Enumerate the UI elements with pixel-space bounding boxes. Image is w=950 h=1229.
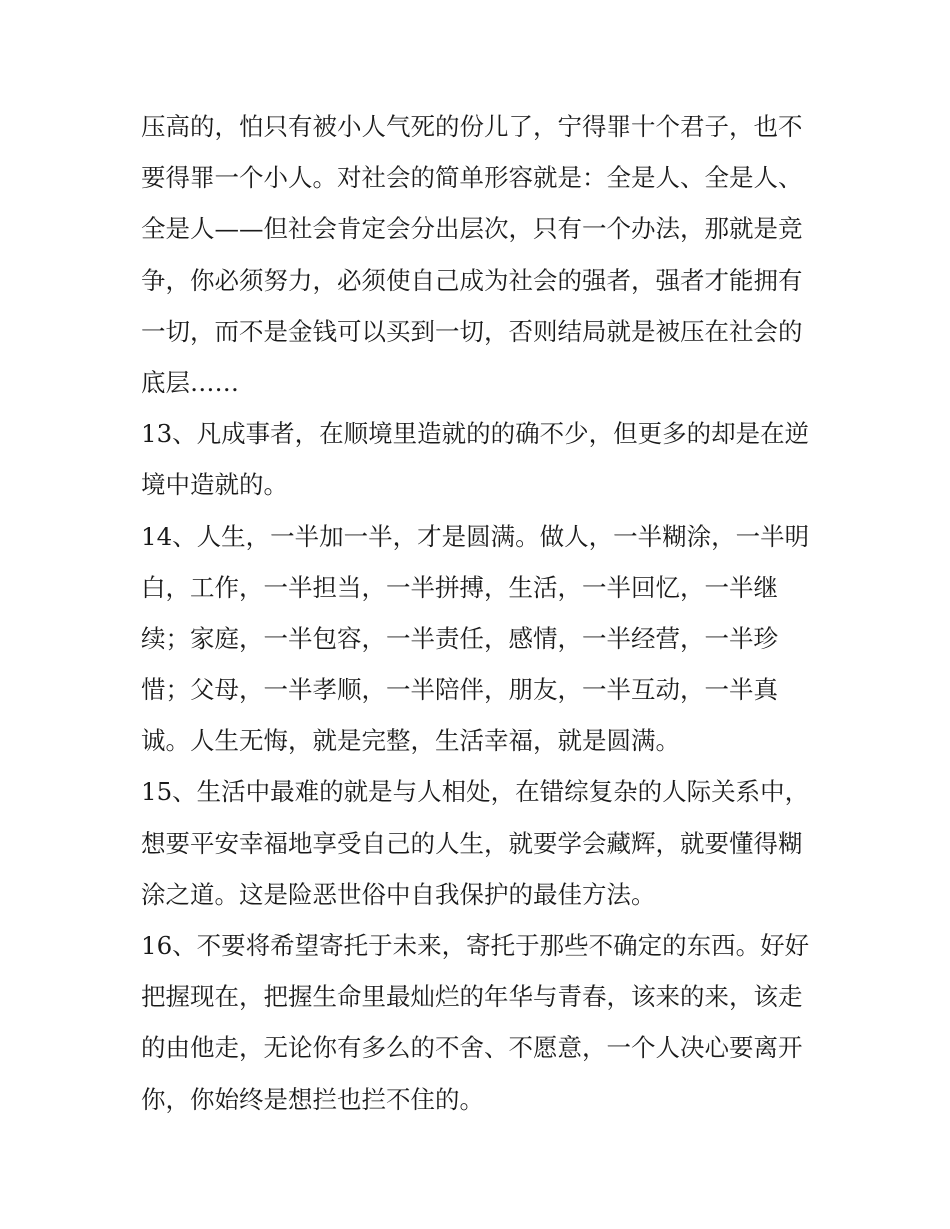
- item-14-line: 14、人生，一半加一半，才是圆满。做人，一半糊涂，一半明: [141, 521, 810, 551]
- text-line: 把握现在，把握生命里最灿烂的年华与青春，该来的来，该走: [141, 982, 803, 1012]
- text-line: 想要平安幸福地享受自己的人生，就要学会藏辉，就要懂得糊: [141, 828, 803, 858]
- item-13-line: 13、凡成事者，在顺境里造就的的确不少，但更多的却是在逆: [141, 419, 810, 449]
- text-line: 境中造就的。: [141, 470, 288, 500]
- text-line: 你，你始终是想拦也拦不住的。: [141, 1084, 484, 1114]
- text-line: 压高的，怕只有被小人气死的份儿了，宁得罪十个君子，也不: [141, 112, 803, 141]
- text-line: 涂之道。这是险恶世俗中自我保护的最佳方法。: [141, 879, 656, 909]
- text-line: 白，工作，一半担当，一半拼搏，生活，一半回忆，一半继: [141, 572, 778, 602]
- text-line: 诚。人生无悔，就是完整，生活幸福，就是圆满。: [141, 726, 680, 756]
- text-line: 争，你必须努力，必须使自己成为社会的强者，强者才能拥有: [141, 265, 803, 295]
- text-line: 续；家庭，一半包容，一半责任，感情，一半经营，一半珍: [141, 623, 778, 653]
- item-15-line: 15、生活中最难的就是与人相处，在错综复杂的人际关系中，: [141, 777, 810, 807]
- text-line: 惜；父母，一半孝顺，一半陪伴，朋友，一半互动，一半真: [141, 675, 778, 705]
- text-line: 的由他走，无论你有多么的不舍、不愿意，一个人决心要离开: [141, 1033, 803, 1063]
- text-line: 一切，而不是金钱可以买到一切，否则结局就是被压在社会的: [141, 316, 803, 346]
- document-body: [141, 101, 813, 1125]
- text-line: 底层……: [141, 367, 239, 397]
- text-line: 全是人——但社会肯定会分出层次，只有一个办法，那就是竞: [141, 214, 803, 244]
- item-16-line: 16、不要将希望寄托于未来，寄托于那些不确定的东西。好好: [141, 931, 810, 960]
- text-line: 要得罪一个小人。对社会的简单形容就是：全是人、全是人、: [141, 163, 803, 193]
